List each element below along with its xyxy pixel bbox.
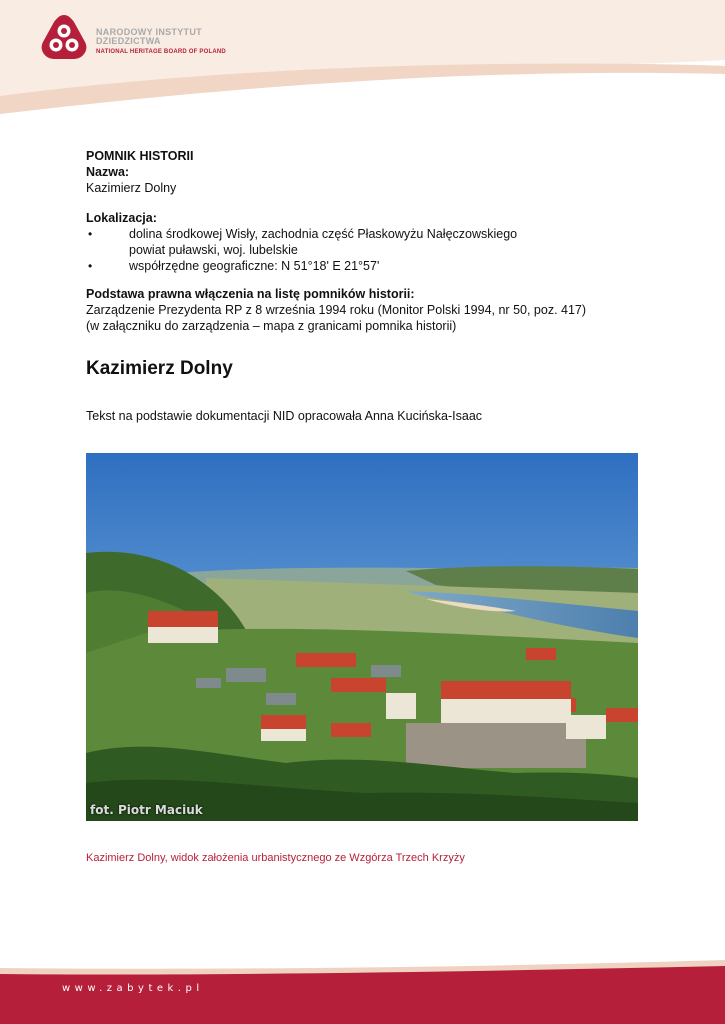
photo-caption: Kazimierz Dolny, widok założenia urbanistycznego ze Wzgórza Trzech Krzyży (86, 852, 465, 864)
location-label: Lokalizacja: (86, 211, 157, 225)
town-photo-image (86, 453, 638, 821)
header-band (0, 0, 725, 115)
location-item: • współrzędne geograficzne: N 51°18' E 21°57' (88, 259, 380, 273)
org-name (96, 28, 226, 55)
name-value: Kazimierz Dolny (86, 181, 177, 195)
location-item: powiat puławski, woj. lubelskie (129, 243, 298, 257)
author-note: Tekst na podstawie dokumentacji NID opracowała Anna Kucińska-Isaac (86, 409, 483, 423)
website-link[interactable]: www.zabytek.pl (62, 983, 204, 994)
record-info (86, 148, 646, 334)
legal-basis-line1: Zarządzenie Prezydenta RP z 8 września 1994 roku (Monitor Polski 1994, nr 50, poz. 417) (86, 303, 587, 317)
location-list (86, 226, 646, 274)
name-label: Nazwa: (86, 165, 130, 179)
page-title: Kazimierz Dolny (86, 358, 233, 379)
photo-credit: fot. Piotr Maciuk (90, 803, 203, 817)
nid-logo (40, 14, 88, 62)
org-name-line1: NARODOWY INSTYTUT (96, 27, 202, 37)
bullet-icon: • (88, 227, 93, 241)
legal-basis-line2: (w załączniku do zarządzenia – mapa z granicami pomnika historii) (86, 319, 457, 333)
town-photo (86, 453, 638, 821)
org-name-english: NATIONAL HERITAGE BOARD OF POLAND (96, 48, 226, 55)
location-item: • dolina środkowej Wisły, zachodnia część Płaskowyżu Nałęczowskiego (88, 227, 518, 241)
record-type: POMNIK HISTORII (86, 149, 194, 163)
legal-basis-label: Podstawa prawna włączenia na listę pomników historii: (86, 287, 415, 301)
org-name-line2: DZIEDZICTWA (96, 36, 161, 47)
bullet-icon: • (88, 259, 93, 273)
